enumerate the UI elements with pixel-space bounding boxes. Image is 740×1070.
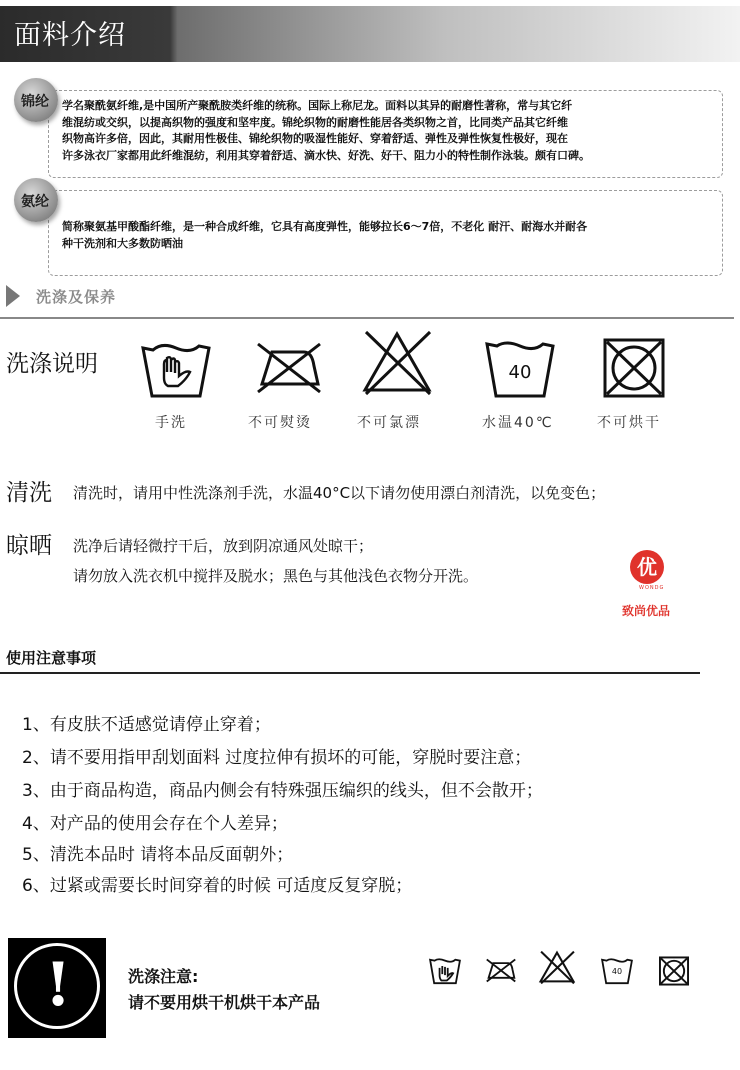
fiber-text-spandex bbox=[62, 219, 722, 252]
dry-label: 晾晒 bbox=[6, 533, 52, 559]
fiber-line: 简称聚氨基甲酸酯纤维，是一种合成纤维，它具有高度弹性，能够拉长6～7倍，不老化 耐汗、耐海水并耐各 bbox=[62, 220, 588, 233]
exclamation-icon: ! bbox=[44, 950, 72, 1020]
notice-item: 5、清洗本品时 请将本品反面朝外； bbox=[22, 845, 294, 865]
brand-name: 致尚优品 bbox=[622, 604, 671, 618]
notice-item: 3、由于商品构造，商品内侧会有特殊强压编织的线头，但不会散开； bbox=[22, 781, 543, 801]
section-divider bbox=[0, 317, 734, 319]
small-hand-wash-icon bbox=[428, 957, 462, 985]
warning-title: 洗涤注意: bbox=[128, 967, 199, 986]
fiber-line: 种干洗剂和大多数防晒油 bbox=[62, 236, 183, 250]
fiber-line: 学名聚酰氨纤维,是中国所产聚酰胺类纤维的统称。国际上称尼龙。面料以其异的耐磨性著称，常与其它纤 bbox=[62, 99, 573, 112]
notice-item: 1、有皮肤不适感觉请停止穿着； bbox=[22, 715, 271, 735]
brand-logo: 优 bbox=[630, 550, 664, 584]
fiber-label-nylon: 锦纶 bbox=[21, 94, 49, 110]
wash-temp-value: 40 bbox=[508, 362, 532, 383]
care-section-title: 洗涤及保养 bbox=[36, 288, 117, 306]
fiber-label-spandex: 氨纶 bbox=[21, 194, 49, 210]
wash-instructions-title: 洗涤说明 bbox=[6, 351, 98, 377]
symbol-label: 不可氯漂 bbox=[357, 415, 421, 431]
wash-40-icon bbox=[484, 338, 556, 400]
small-wash-temp-value: 40 bbox=[611, 967, 623, 976]
page-title: 面料介绍 bbox=[14, 20, 126, 51]
small-no-iron-icon bbox=[484, 955, 518, 985]
symbol-label: 手洗 bbox=[155, 415, 187, 431]
fiber-line: 许多泳衣厂家都用此纤维混纺，利用其穿着舒适、滴水快、好洗、好干、阻力小的特性制作泳装。颇有口碑。 bbox=[62, 148, 590, 162]
small-no-tumble-dry-icon bbox=[659, 956, 689, 986]
notice-title: 使用注意事项 bbox=[6, 649, 97, 667]
hand-wash-icon bbox=[140, 336, 212, 402]
symbol-label: 不可烘干 bbox=[597, 415, 661, 431]
notice-item: 6、过紧或需要长时间穿着的时候 可适度反复穿脱； bbox=[22, 876, 413, 896]
fiber-text-nylon bbox=[62, 98, 722, 164]
warning-text: 请不要用烘干机烘干本产品 bbox=[128, 993, 321, 1012]
no-bleach-icon bbox=[360, 328, 434, 396]
no-tumble-dry-icon bbox=[603, 338, 665, 398]
fiber-line: 维混纺或交织，以提高织物的强度和坚牢度。锦纶织物的耐磨性能居各类织物之首，比同类产品其它纤维 bbox=[62, 115, 568, 129]
small-no-bleach-icon bbox=[538, 949, 576, 985]
dry-text-line: 请勿放入洗衣机中搅拌及脱水；黑色与其他浅色衣物分开洗。 bbox=[73, 567, 479, 585]
no-iron-icon bbox=[252, 336, 326, 398]
clean-label: 清洗 bbox=[6, 480, 52, 506]
section-arrow-icon bbox=[6, 285, 20, 307]
notice-item: 2、请不要用指甲刮划面料 过度拉伸有损坏的可能，穿脱时要注意； bbox=[22, 748, 532, 768]
clean-text: 清洗时，请用中性洗涤剂手洗，水温40°C以下请勿使用漂白剂清洗，以免变色； bbox=[73, 484, 606, 502]
fiber-line: 织物高许多倍，因此，其耐用性极佳、锦纶织物的吸湿性能好、穿着舒适、弹性及弹性恢复性极好，现在 bbox=[62, 132, 568, 145]
notice-divider bbox=[0, 672, 700, 674]
small-wash-40-icon bbox=[600, 957, 634, 985]
notice-item: 4、对产品的使用会存在个人差异； bbox=[22, 814, 288, 834]
symbol-label: 水温40℃ bbox=[482, 415, 554, 431]
symbol-label: 不可熨烫 bbox=[248, 415, 312, 431]
dry-text-line: 洗净后请轻微拧干后，放到阴凉通风处晾干； bbox=[73, 537, 374, 555]
brand-logo-sub: WONDG bbox=[639, 585, 665, 591]
